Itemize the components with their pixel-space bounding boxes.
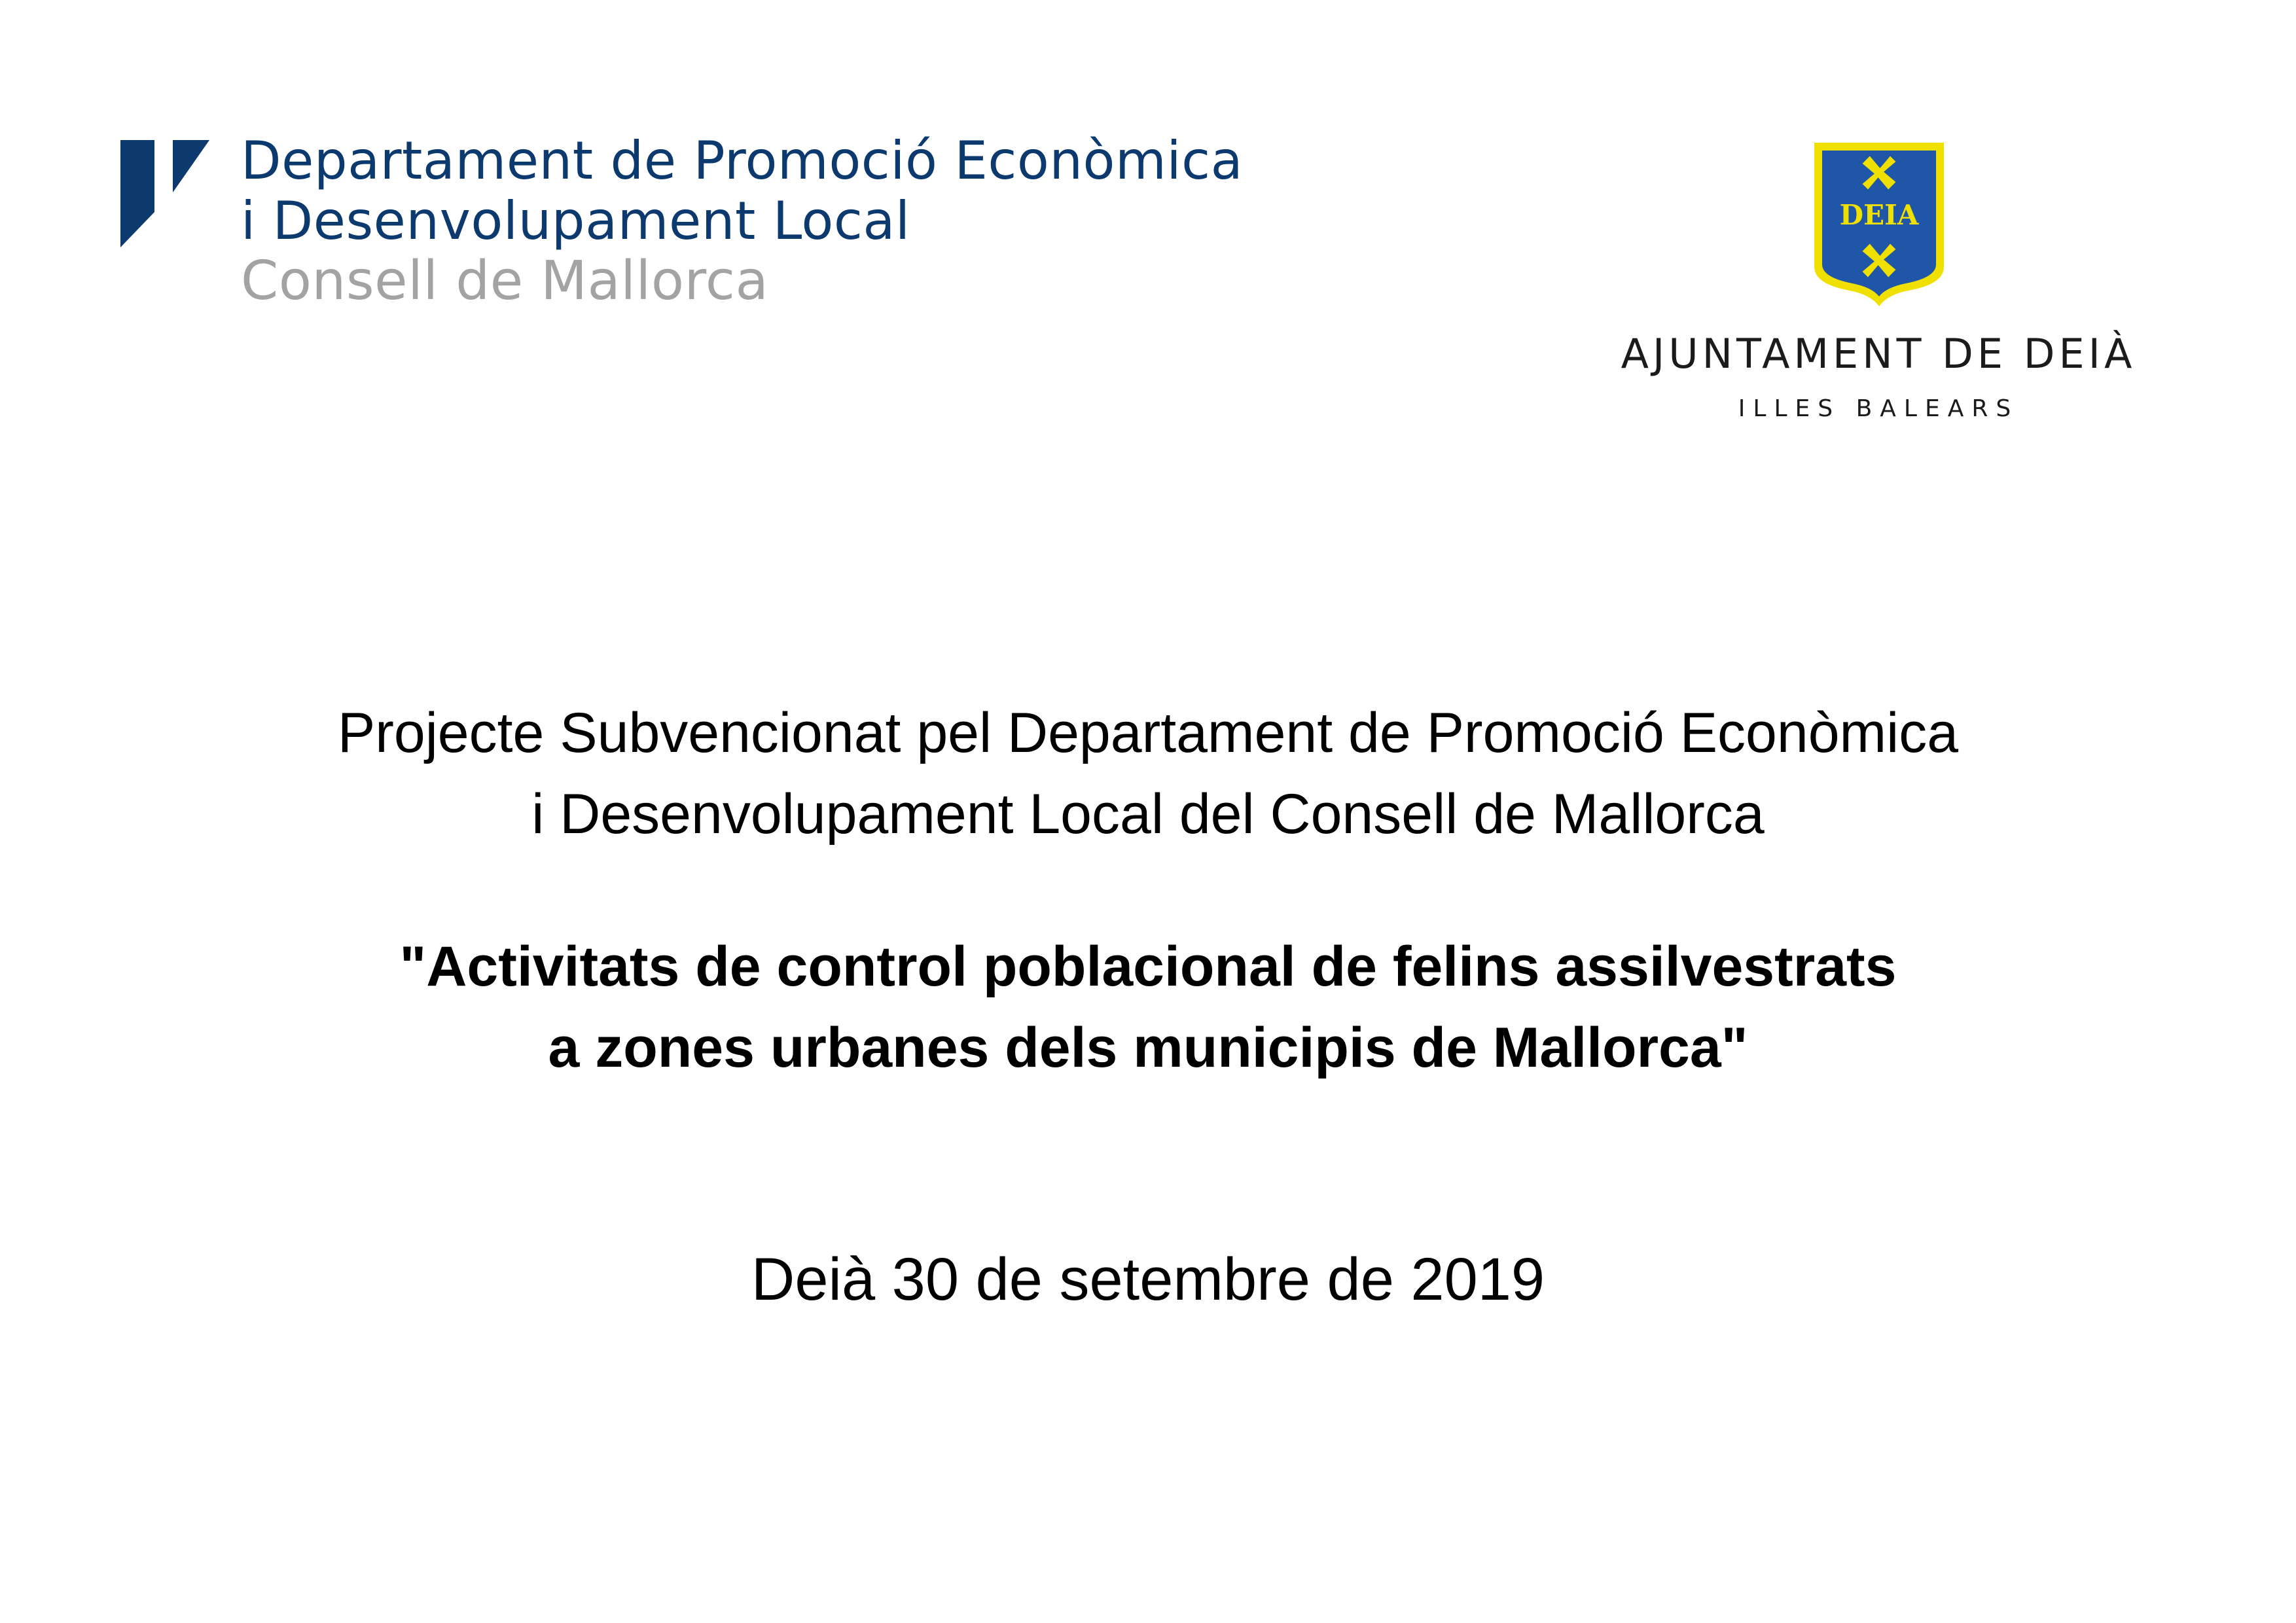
council-name: Consell de Mallorca bbox=[241, 250, 769, 312]
town-hall-name: AJUNTAMENT DE DEIÀ bbox=[1621, 330, 2136, 378]
svg-text:DEIA: DEIA bbox=[1839, 199, 1919, 231]
date-line: Deià 30 de setembre de 2019 bbox=[751, 1246, 1545, 1313]
department-name-line2: i Desenvolupament Local bbox=[241, 190, 910, 251]
project-title-line1: "Activitats de control poblacional de felins assilvestrats bbox=[399, 935, 1897, 998]
department-logo bbox=[120, 131, 1364, 327]
funding-statement-line1: Projecte Subvencionat pel Departament de Promoció Econòmica bbox=[337, 702, 1959, 764]
region-name: ILLES BALEARS bbox=[1738, 395, 2019, 422]
department-name-line1: Departament de Promoció Econòmica bbox=[241, 130, 1244, 191]
project-title-line2: a zones urbanes dels municipis de Mallorca" bbox=[548, 1016, 1748, 1079]
department-logo-text bbox=[241, 131, 1243, 312]
funding-statement-line2: i Desenvolupament Local del Consell de Mallorca bbox=[531, 783, 1765, 846]
project-title bbox=[0, 926, 2296, 1088]
department-logo-mark-icon bbox=[120, 140, 212, 247]
funding-statement bbox=[0, 692, 2296, 855]
town-logo bbox=[1597, 139, 2160, 440]
deia-coat-of-arms-icon bbox=[1810, 139, 1948, 310]
